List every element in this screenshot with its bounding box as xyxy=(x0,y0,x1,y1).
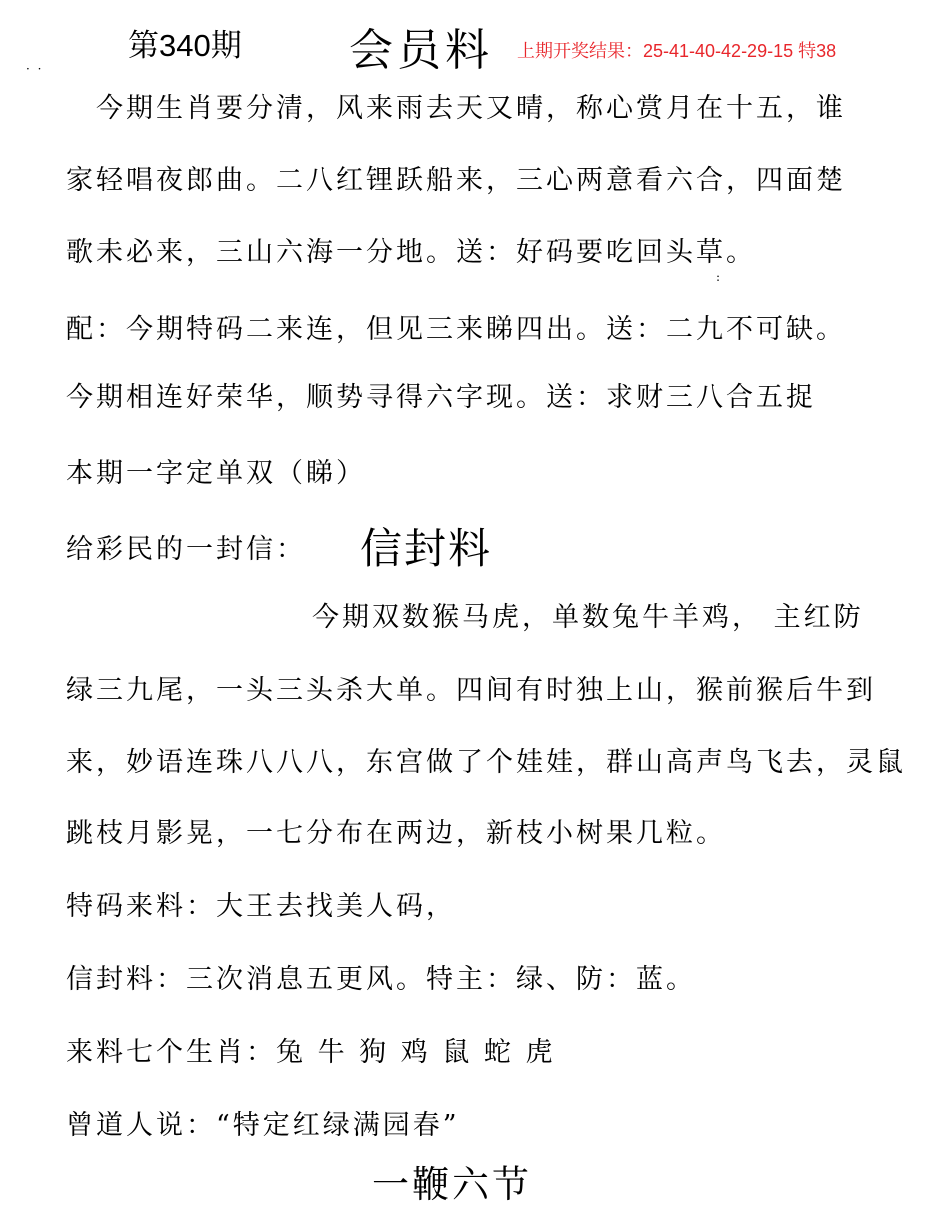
text-line: 信封料：三次消息五更风。特主：绿、防：蓝。 xyxy=(66,964,696,995)
text-line: 今期双数猴马虎，单数兔牛羊鸡， 主红防 xyxy=(312,602,864,633)
stray-dots: · · xyxy=(26,62,44,76)
text-line: 配：今期特码二来连，但见三来睇四出。送：二九不可缺。 xyxy=(66,314,846,345)
text-line: 来，妙语连珠八八八，东宫做了个娃娃，群山高声鸟飞去，灵鼠 xyxy=(66,747,906,778)
footer-title: 一鞭六节 xyxy=(372,1163,532,1206)
page-title: 会员料 xyxy=(349,25,493,76)
text-line: 曾道人说：“特定红绿满园春” xyxy=(66,1110,460,1141)
text-line: 本期一字定单双（睇） xyxy=(66,458,366,489)
text-line: 今期相连好荣华，顺势寻得六字现。送：求财三八合五捉 xyxy=(66,382,816,413)
text-line: 特码来料：大王去找美人码， xyxy=(66,891,456,922)
text-line: 歌未必来，三山六海一分地。送：好码要吃回头草。 xyxy=(66,237,756,268)
stray-speck: : xyxy=(716,270,721,284)
issue-number: 第340期 xyxy=(128,28,242,63)
last-draw-result: 上期开奖结果：25-41-40-42-29-15 特38 xyxy=(517,41,837,61)
letter-label: 给彩民的一封信： xyxy=(66,534,306,565)
letter-title: 信封料 xyxy=(360,524,493,573)
text-line: 家轻唱夜郎曲。二八红锂跃船来，三心两意看六合，四面楚 xyxy=(66,165,846,196)
text-line: 来料七个生肖：兔 牛 狗 鸡 鼠 蛇 虎 xyxy=(66,1037,556,1068)
text-line: 跳枝月影晃，一七分布在两边，新枝小树果几粒。 xyxy=(66,818,726,849)
text-line: 绿三九尾，一头三头杀大单。四间有时独上山，猴前猴后牛到 xyxy=(66,675,876,706)
text-line: 今期生肖要分清，风来雨去天又晴，称心赏月在十五，谁 xyxy=(96,93,846,124)
